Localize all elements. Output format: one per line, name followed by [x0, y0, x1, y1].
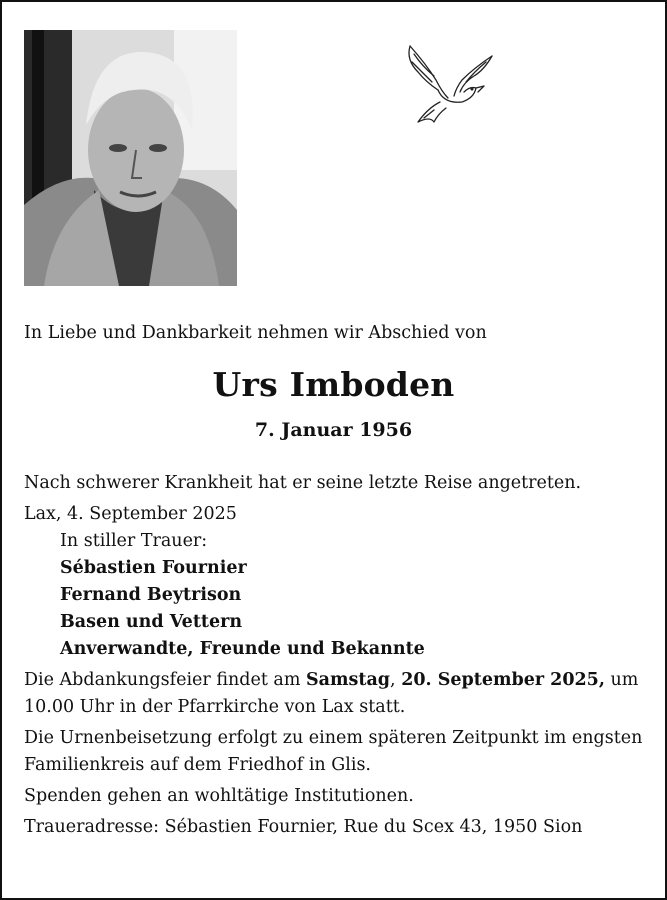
notice-body: [24, 470, 649, 841]
ceremony-suffix: um 10.00 Uhr in der Pfarrkirche von Lax statt.: [24, 670, 639, 717]
mourner-item: Anverwandte, Freunde und Bekannte: [60, 639, 425, 659]
mourner-item: Basen und Vettern: [60, 612, 243, 632]
mourners-list: [24, 528, 649, 663]
portrait-photo: [24, 30, 237, 286]
donations-text: Spenden gehen an wohltätige Institutionen.: [24, 786, 414, 806]
mourner-item: Sébastien Fournier: [60, 558, 247, 578]
place-date: Lax, 4. September 2025: [24, 504, 237, 524]
passing-text: Nach schwerer Krankheit hat er seine letzte Reise angetreten.: [24, 473, 582, 493]
intro-line: In Liebe und Dankbarkeit nehmen wir Abschied von: [24, 323, 487, 343]
deceased-name: Urs Imboden: [212, 365, 455, 404]
urn-text: Die Urnenbeisetzung erfolgt zu einem späteren Zeitpunkt im engsten Familienkreis auf dem Friedhof in Glis.: [24, 728, 643, 775]
ceremony-prefix: Die Abdankungsfeier findet am: [24, 670, 307, 690]
birth-date: 7. Januar 1956: [254, 419, 413, 441]
mourning-heading: In stiller Trauer:: [60, 531, 208, 551]
ceremony-text: [24, 667, 649, 721]
ceremony-day: Samstag: [306, 670, 391, 690]
ceremony-date: 20. September 2025,: [401, 670, 605, 690]
address-text: Traueradresse: Sébastien Fournier, Rue du Scex 43, 1950 Sion: [24, 817, 583, 837]
mourner-item: Fernand Beytrison: [60, 585, 242, 605]
dove-icon: [404, 42, 496, 126]
ceremony-separator: ,: [390, 670, 402, 690]
